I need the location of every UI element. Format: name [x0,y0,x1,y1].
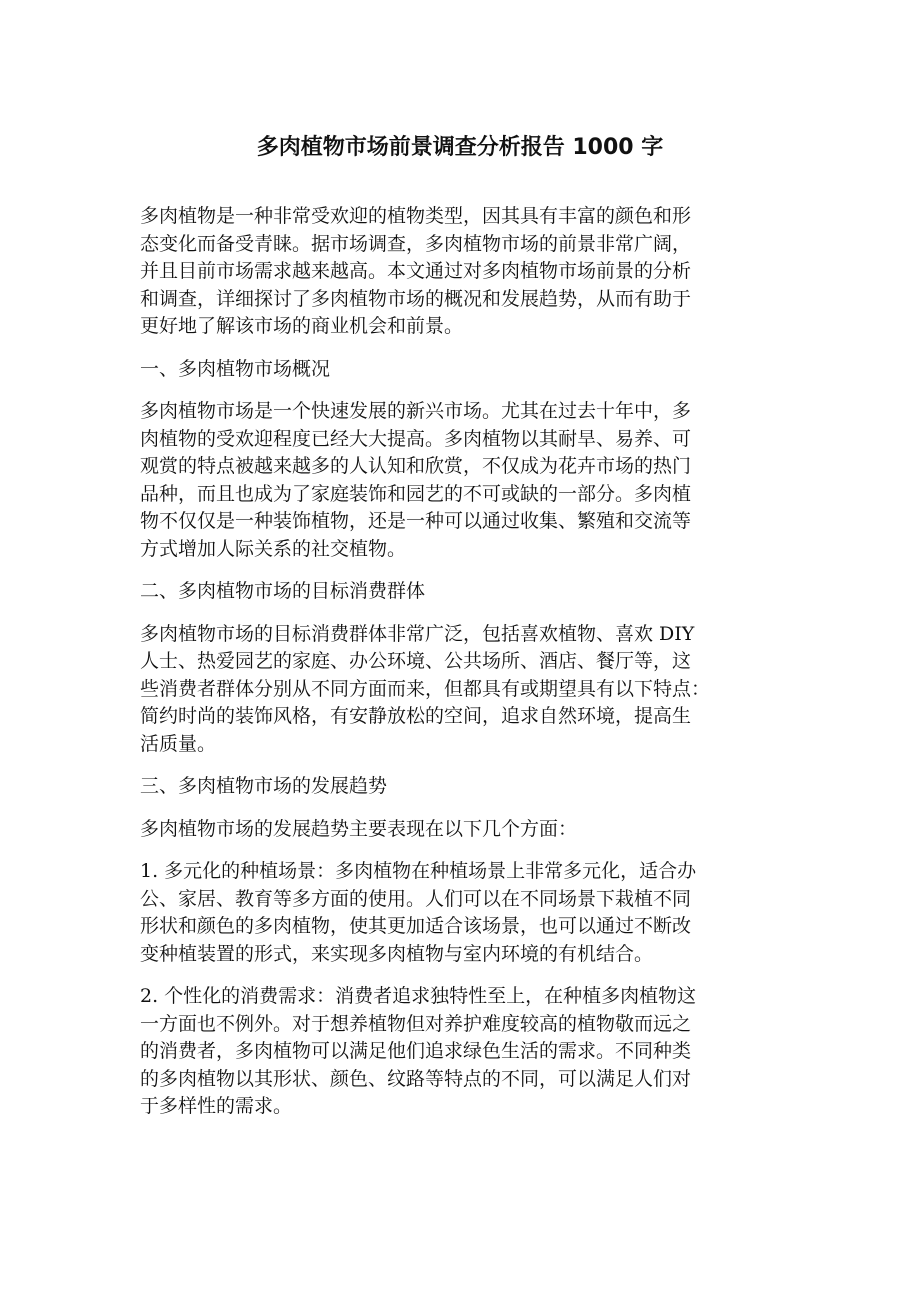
text-line: 并且目前市场需求越来越高。本文通过对多肉植物市场前景的分析 [140,260,692,282]
text-line: 1. 多元化的种植场景：多肉植物在种植场景上非常多元化，适合办 [140,860,697,882]
text-line: 品种，而且也成为了家庭装饰和园艺的不可或缺的一部分。多肉植 [140,482,692,505]
text-line: 和调查，详细探讨了多肉植物市场的概况和发展趋势，从而有助于 [140,287,692,310]
document-title: 多肉植物市场前景调查分析报告 1000 字 [256,135,664,160]
text-line: 多肉植物市场的目标消费群体非常广泛，包括喜欢植物、喜欢 DIY [140,622,695,645]
text-line: 些消费者群体分别从不同方面而来，但都具有或期望具有以下特点： [140,677,711,700]
text-line: 物不仅仅是一种装饰植物，还是一种可以通过收集、繁殖和交流等 [140,510,692,532]
text-line: 多肉植物市场的发展趋势主要表现在以下几个方面： [140,817,578,840]
text-line: 活质量。 [140,732,217,755]
section-heading-2 [140,578,790,606]
document-body [140,203,790,1136]
text-line: 一方面也不例外。对于想养植物但对养护难度较高的植物敬而远之 [140,1012,692,1035]
text-line: 形状和颜色的多肉植物，使其更加适合该场景，也可以通过不断改 [140,915,692,937]
heading-line: 三、多肉植物市场的发展趋势 [140,775,388,797]
text-line: 公、家居、教育等多方面的使用。人们可以在不同场景下栽植不同 [140,887,692,910]
heading-line: 一、多肉植物市场概况 [140,357,331,380]
text-line: 简约时尚的装饰风格，有安静放松的空间，追求自然环境，提高生 [140,705,692,727]
text-line: 多肉植物是一种非常受欢迎的植物类型，因其具有丰富的颜色和形 [140,205,692,227]
section-heading-3 [140,773,790,801]
paragraph-intro [140,203,790,341]
text-line: 更好地了解该市场的商业机会和前景。 [140,315,464,337]
text-line: 肉植物的受欢迎程度已经大大提高。多肉植物以其耐旱、易养、可 [140,427,692,450]
paragraph-overview [140,398,790,563]
text-line: 观赏的特点被越来越多的人认知和欣赏，不仅成为花卉市场的热门 [140,455,692,477]
list-item-2 [140,983,790,1121]
text-line: 人士、热爱园艺的家庭、办公环境、公共场所、酒店、餐厅等，这 [140,650,692,672]
text-line: 变种植装置的形式，来实现多肉植物与室内环境的有机结合。 [140,942,654,965]
paragraph-trends-intro [140,816,790,844]
text-line: 的消费者，多肉植物可以满足他们追求绿色生活的需求。不同种类 [140,1040,692,1062]
text-line: 2. 个性化的消费需求：消费者追求独特性至上，在种植多肉植物这 [140,985,697,1007]
text-line: 方式增加人际关系的社交植物。 [140,537,407,560]
text-line: 态变化而备受青睐。据市场调查，多肉植物市场的前景非常广阔， [140,232,692,255]
text-line: 的多肉植物以其形状、颜色、纹路等特点的不同，可以满足人们对 [140,1067,692,1090]
heading-line: 二、多肉植物市场的目标消费群体 [140,580,426,602]
list-item-1 [140,858,790,968]
paragraph-consumers [140,621,790,759]
text-line: 多肉植物市场是一个快速发展的新兴市场。尤其在过去十年中，多 [140,400,692,422]
section-heading-1 [140,356,790,384]
text-line: 于多样性的需求。 [140,1095,293,1117]
